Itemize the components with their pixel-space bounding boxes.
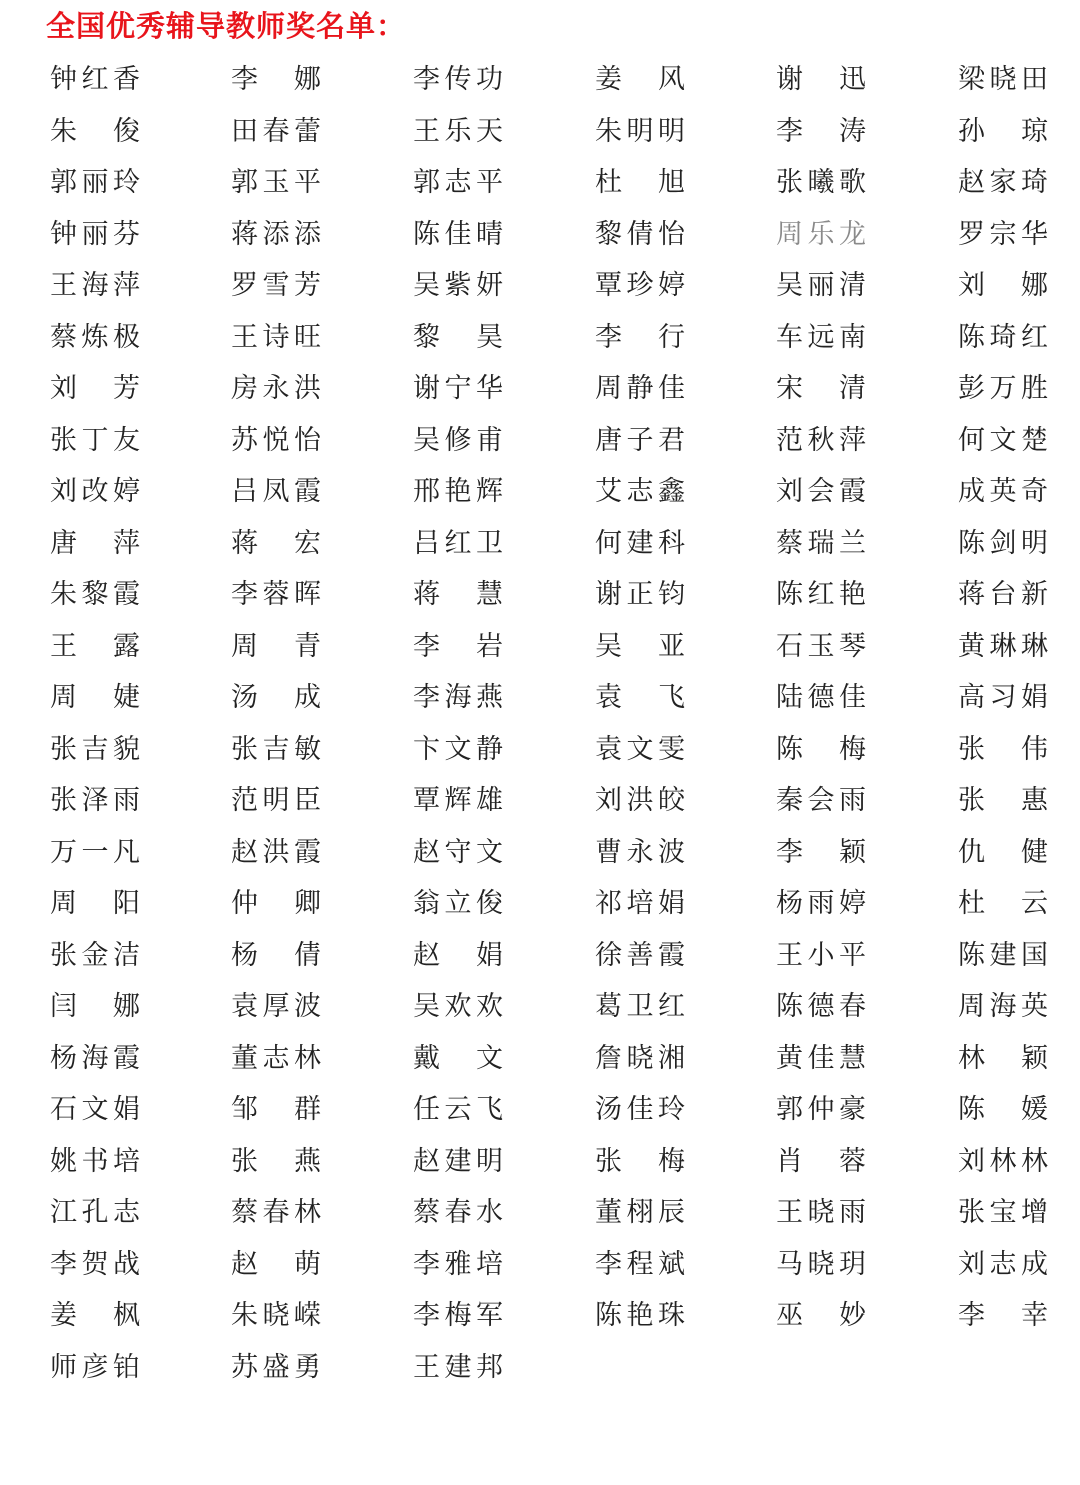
teacher-name: 王 小 平 (776, 939, 866, 971)
teacher-name: 王 晓 雨 (776, 1197, 866, 1228)
teacher-name: 高 习 娟 (958, 682, 1048, 713)
teacher-name: 吴 紫 妍 (413, 270, 503, 301)
teacher-name: 李 贺 战 (50, 1248, 140, 1280)
teacher-name: 陈 德 春 (776, 991, 866, 1022)
teacher-name: 闫 娜 (50, 991, 140, 1022)
teacher-name: 车 远 南 (776, 321, 866, 353)
teacher-name: 林 颖 (958, 1042, 1048, 1074)
teacher-name: 张 曦 歌 (776, 167, 866, 198)
teacher-name: 曹 永 波 (595, 836, 685, 868)
teacher-name: 陆 德 佳 (776, 682, 866, 713)
name-row (50, 1239, 1050, 1291)
teacher-name: 石 玉 琴 (776, 630, 866, 662)
teacher-name: 蒋 台 新 (958, 579, 1048, 610)
teacher-name: 李 娜 (231, 64, 321, 95)
teacher-name: 张 宝 增 (958, 1197, 1048, 1228)
teacher-name: 吴 亚 (595, 630, 685, 662)
teacher-name: 肖 蓉 (776, 1145, 866, 1177)
teacher-name: 刘 洪 皎 (595, 785, 685, 816)
teacher-name: 苏 悦 怡 (231, 424, 321, 456)
teacher-name: 谢 宁 华 (413, 373, 503, 404)
name-row (50, 1187, 1050, 1239)
teacher-name: 周 乐 龙 (776, 218, 866, 250)
teacher-name: 郭 玉 平 (231, 167, 321, 198)
name-row (50, 157, 1050, 209)
teacher-name: 翁 立 俊 (413, 888, 503, 919)
teacher-name: 张 泽 雨 (50, 785, 140, 816)
teacher-name: 刘 林 林 (958, 1145, 1048, 1177)
teacher-name: 师 彦 铂 (50, 1351, 140, 1383)
teacher-name: 赵 洪 霞 (231, 836, 321, 868)
name-row (50, 260, 1050, 312)
teacher-name: 朱 俊 (50, 115, 140, 147)
teacher-name: 朱 黎 霞 (50, 579, 140, 610)
teacher-name: 何 文 楚 (958, 424, 1048, 456)
teacher-name: 覃 珍 婷 (595, 270, 685, 301)
teacher-name: 蒋 宏 (231, 527, 321, 559)
teacher-name: 谢 正 钧 (595, 579, 685, 610)
teacher-name: 张 丁 友 (50, 424, 140, 456)
teacher-name: 董 志 林 (231, 1042, 321, 1074)
teacher-name: 吴 丽 清 (776, 270, 866, 301)
teacher-name: 徐 善 霞 (595, 939, 685, 971)
teacher-name: 汤 佳 玲 (595, 1094, 685, 1125)
teacher-name: 吕 凤 霞 (231, 476, 321, 507)
teacher-name: 孙 琼 (958, 115, 1048, 147)
teacher-name: 钟 红 香 (50, 64, 140, 95)
teacher-name: 赵 守 文 (413, 836, 503, 868)
teacher-name: 朱 晓 嵘 (231, 1300, 321, 1331)
name-grid (50, 54, 1050, 1393)
teacher-name: 张 吉 貌 (50, 733, 140, 765)
teacher-name: 陈 艳 珠 (595, 1300, 685, 1331)
teacher-name: 袁 飞 (595, 682, 685, 713)
teacher-name: 蒋 慧 (413, 579, 503, 610)
name-row (50, 1342, 1050, 1394)
teacher-name: 苏 盛 勇 (231, 1351, 321, 1383)
teacher-name: 赵 建 明 (413, 1145, 503, 1177)
teacher-name: 李 岩 (413, 630, 503, 662)
name-row (50, 1033, 1050, 1085)
teacher-name: 李 蓉 晖 (231, 579, 321, 610)
teacher-name: 马 晓 玥 (776, 1248, 866, 1280)
name-row (50, 54, 1050, 106)
teacher-name: 郭 志 平 (413, 167, 503, 198)
teacher-name: 周 青 (231, 630, 321, 662)
teacher-name: 吴 修 甫 (413, 424, 503, 456)
teacher-name: 王 露 (50, 630, 140, 662)
teacher-name: 吕 红 卫 (413, 527, 503, 559)
teacher-name: 艾 志 鑫 (595, 476, 685, 507)
teacher-name: 唐 萍 (50, 527, 140, 559)
teacher-name: 杨 海 霞 (50, 1042, 140, 1074)
teacher-name: 卞 文 静 (413, 733, 503, 765)
teacher-name: 陈 梅 (776, 733, 866, 765)
teacher-name: 董 栩 辰 (595, 1197, 685, 1228)
teacher-name: 梁 晓 田 (958, 64, 1048, 95)
teacher-name: 蒋 添 添 (231, 218, 321, 250)
teacher-name: 赵 娟 (413, 939, 503, 971)
teacher-name: 成 英 奇 (958, 476, 1048, 507)
name-row (50, 1290, 1050, 1342)
teacher-name: 张 燕 (231, 1145, 321, 1177)
teacher-name: 杜 旭 (595, 167, 685, 198)
name-row (50, 518, 1050, 570)
teacher-name: 邹 群 (231, 1094, 321, 1125)
teacher-name: 李 雅 培 (413, 1248, 503, 1280)
name-row (50, 363, 1050, 415)
teacher-name: 张 金 洁 (50, 939, 140, 971)
teacher-name: 陈 琦 红 (958, 321, 1048, 353)
teacher-name: 李 幸 (958, 1300, 1048, 1331)
teacher-name: 陈 媛 (958, 1094, 1048, 1125)
teacher-name: 张 梅 (595, 1145, 685, 1177)
teacher-name: 黄 佳 慧 (776, 1042, 866, 1074)
teacher-name: 詹 晓 湘 (595, 1042, 685, 1074)
teacher-name: 石 文 娟 (50, 1094, 140, 1125)
teacher-name: 王 建 邦 (413, 1351, 503, 1383)
teacher-name: 张 惠 (958, 785, 1048, 816)
name-row (50, 775, 1050, 827)
teacher-name: 赵 家 琦 (958, 167, 1048, 198)
teacher-name: 刘 志 成 (958, 1248, 1048, 1280)
teacher-name: 汤 成 (231, 682, 321, 713)
teacher-name: 李 涛 (776, 115, 866, 147)
teacher-name: 范 明 臣 (231, 785, 321, 816)
teacher-name: 周 海 英 (958, 991, 1048, 1022)
name-row (50, 724, 1050, 776)
name-row (50, 672, 1050, 724)
teacher-name: 朱 明 明 (595, 115, 685, 147)
teacher-name: 陈 剑 明 (958, 527, 1048, 559)
teacher-name: 黎 倩 怡 (595, 218, 685, 250)
teacher-name: 刘 改 婷 (50, 476, 140, 507)
teacher-name: 蔡 春 水 (413, 1197, 503, 1228)
teacher-name: 吴 欢 欢 (413, 991, 503, 1022)
teacher-name: 蔡 炼 极 (50, 321, 140, 353)
teacher-name: 赵 萌 (231, 1248, 321, 1280)
teacher-name: 房 永 洪 (231, 373, 321, 404)
teacher-name: 邢 艳 辉 (413, 476, 503, 507)
teacher-name: 李 程 斌 (595, 1248, 685, 1280)
teacher-name: 谢 迅 (776, 64, 866, 95)
teacher-name: 袁 文 雯 (595, 733, 685, 765)
teacher-name: 葛 卫 红 (595, 991, 685, 1022)
teacher-name: 刘 会 霞 (776, 476, 866, 507)
teacher-name: 任 云 飞 (413, 1094, 503, 1125)
teacher-name: 张 伟 (958, 733, 1048, 765)
teacher-name: 刘 芳 (50, 373, 140, 404)
teacher-name: 周 婕 (50, 682, 140, 713)
teacher-name: 万 一 凡 (50, 836, 140, 868)
teacher-name: 周 静 佳 (595, 373, 685, 404)
teacher-name: 范 秋 萍 (776, 424, 866, 456)
teacher-name: 陈 红 艳 (776, 579, 866, 610)
teacher-name: 袁 厚 波 (231, 991, 321, 1022)
teacher-name: 姜 枫 (50, 1300, 140, 1331)
teacher-name: 周 阳 (50, 888, 140, 919)
teacher-name: 何 建 科 (595, 527, 685, 559)
teacher-name: 蔡 春 林 (231, 1197, 321, 1228)
teacher-name: 杨 倩 (231, 939, 321, 971)
teacher-name: 罗 宗 华 (958, 218, 1048, 250)
teacher-name: 戴 文 (413, 1042, 503, 1074)
name-row (50, 981, 1050, 1033)
teacher-name: 李 颖 (776, 836, 866, 868)
teacher-name: 王 诗 旺 (231, 321, 321, 353)
teacher-name: 祁 培 娟 (595, 888, 685, 919)
teacher-name: 郭 仲 豪 (776, 1094, 866, 1125)
teacher-name: 覃 辉 雄 (413, 785, 503, 816)
name-row (50, 569, 1050, 621)
teacher-name: 黄 琳 琳 (958, 630, 1048, 662)
teacher-name: 江 孔 志 (50, 1197, 140, 1228)
teacher-name: 李 传 功 (413, 64, 503, 95)
name-row (50, 106, 1050, 158)
teacher-name: 李 梅 军 (413, 1300, 503, 1331)
teacher-name: 黎 昊 (413, 321, 503, 353)
teacher-name: 蔡 瑞 兰 (776, 527, 866, 559)
teacher-name: 田 春 蕾 (231, 115, 321, 147)
teacher-name: 陈 佳 晴 (413, 218, 503, 250)
teacher-name: 杜 云 (958, 888, 1048, 919)
teacher-name: 姜 风 (595, 64, 685, 95)
name-row (50, 312, 1050, 364)
name-row (50, 930, 1050, 982)
name-row (50, 1084, 1050, 1136)
teacher-name: 陈 建 国 (958, 939, 1048, 971)
teacher-name: 杨 雨 婷 (776, 888, 866, 919)
teacher-name: 李 海 燕 (413, 682, 503, 713)
teacher-name: 仇 健 (958, 836, 1048, 868)
teacher-name: 钟 丽 芬 (50, 218, 140, 250)
name-row (50, 1136, 1050, 1188)
teacher-name: 姚 书 培 (50, 1145, 140, 1177)
teacher-name: 罗 雪 芳 (231, 270, 321, 301)
teacher-name: 张 吉 敏 (231, 733, 321, 765)
teacher-name: 彭 万 胜 (958, 373, 1048, 404)
teacher-name: 秦 会 雨 (776, 785, 866, 816)
name-row (50, 466, 1050, 518)
teacher-name: 刘 娜 (958, 270, 1048, 301)
name-row (50, 827, 1050, 879)
teacher-name: 李 行 (595, 321, 685, 353)
name-row (50, 878, 1050, 930)
name-row (50, 415, 1050, 467)
teacher-name: 郭 丽 玲 (50, 167, 140, 198)
name-row (50, 209, 1050, 261)
page-title: 全国优秀辅导教师奖名单： (46, 9, 407, 43)
teacher-name: 唐 子 君 (595, 424, 685, 456)
teacher-name: 王 海 萍 (50, 270, 140, 301)
name-row (50, 621, 1050, 673)
teacher-name: 仲 卿 (231, 888, 321, 919)
teacher-name: 王 乐 天 (413, 115, 503, 147)
teacher-name: 宋 清 (776, 373, 866, 404)
teacher-name: 巫 妙 (776, 1300, 866, 1331)
